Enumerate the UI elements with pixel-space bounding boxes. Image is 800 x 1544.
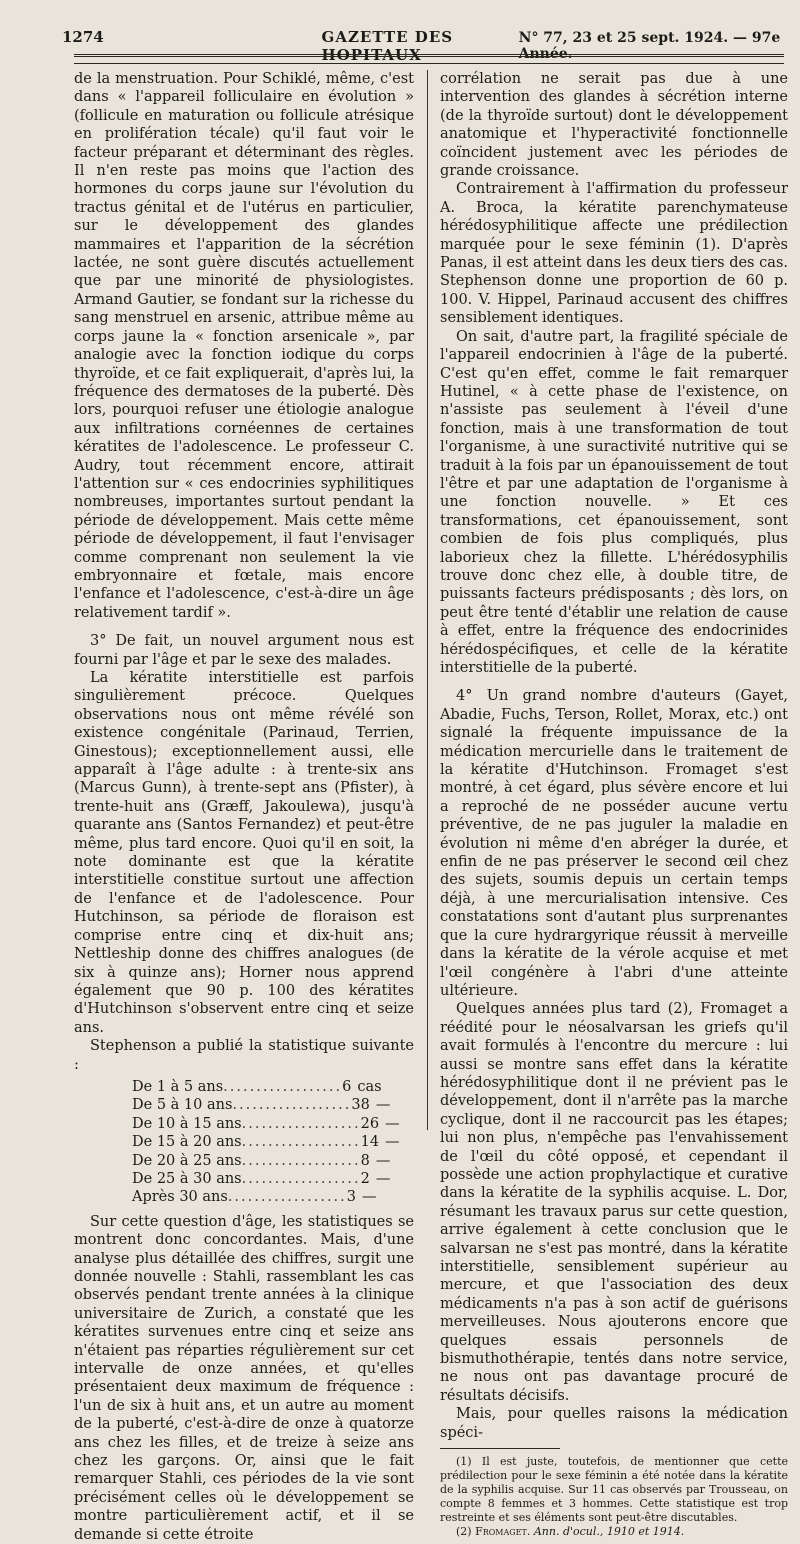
stat-row: De 5 à 10 ans .................. 38 — (132, 1097, 391, 1114)
issue-info: N° 77, 23 et 25 sept. 1924. — 97e Année. (518, 30, 781, 62)
stat-row: De 10 à 15 ans .................. 26 — (132, 1115, 400, 1132)
paragraph: Quelques années plus tard (2), Fromaget a réédité pour le néosalvarsan les griefs qu'il avait formulés à l'encontre du mercure : lui aussi se montre sans effet dans la kératite hérédosyphilitique dont il ne prévient pas le développement, dont il n'arrête pas la marche cyclique, dont il ne raccourcit pas les étapes; lui non plus, n'empêche pas l'envahissement de l'œil du côté opposé, et cependant il possède une action prophylactique et curative dans la kératite de la syphilis acquise. L. Dor, résumant les travaux parus sur cette question, arrive également à cette conclusion que le salvarsan ne s'est pas montré, dans la kératite interstitielle, sensiblement supérieur au mercure, et que l'association des deux médicaments n'a pas à son actif de guérisons merveilleuses. Nous ajouterons encore que quelques essais personnels de bismuthothérapie, tentés dans notre service, ne nous ont pas davantage procuré de résultats décisifs. (440, 1001, 788, 1404)
paragraph: Mais, pour quelles raisons la médication spéci- (440, 1406, 788, 1441)
stat-row: De 20 à 25 ans .................. 8 — (132, 1152, 391, 1169)
stat-value: 38 (351, 1097, 370, 1114)
paragraph: Contrairement à l'affirmation du professeur A. Broca, la kératite parenchymateuse hérédosyphilitique affecte une prédilection marquée pour le sexe féminin (1). D'après Panas, il est atteint dans les deux tiers des cas. Stephenson donne une proportion de 60 p. 100. V. Hippel, Parinaud accusent des chiffres sensiblement identiques. (440, 181, 788, 327)
stat-label: De 15 à 20 ans (132, 1134, 242, 1151)
footnote-rule (440, 1448, 560, 1449)
left-column (74, 70, 414, 1544)
footnote (440, 1525, 788, 1539)
stat-unit: — (375, 1170, 391, 1187)
stat-value: 26 (360, 1115, 380, 1132)
stat-label: Après 30 ans (132, 1189, 228, 1206)
page-number: 1274 (62, 28, 104, 46)
footnote-author: Fromaget. (475, 1525, 531, 1539)
stat-label: De 10 à 15 ans (132, 1115, 242, 1132)
stat-value: 6 (342, 1078, 352, 1095)
header-rule (74, 54, 784, 57)
paragraph: La kératite interstitielle est parfois singulièrement précoce. Quelques observations nous ont même révélé son existence congénitale (Parinaud, Terrien, Ginestous); exceptionnellement aussi, elle apparaît à l'âge adulte : à trente-six ans (Marcus Gunn), à trente-sept ans (Pfister), à trente-huit ans (Græff, Jakoulewa), jusqu'à quarante ans (Santos Fernandez) et peut-être même, plus tard encore. Quoi qu'il en soit, la note dominante est que la kératite interstitielle constitue surtout une affection de l'enfance et de l'adolescence. Pour Hutchinson, sa période de floraison est comprise entre cinq et dix-huit ans; Nettleship donne des chiffres analogues (de six à quinze ans); Horner nous apprend également que 90 p. 100 des kératites d'Hutchinson s'observent entre cinq et seize ans. (74, 670, 414, 1036)
stat-unit: — (362, 1189, 377, 1206)
stat-label: De 5 à 10 ans (132, 1097, 233, 1114)
stat-unit: — (385, 1115, 400, 1132)
stat-value: 8 (360, 1152, 370, 1169)
stat-label: De 25 à 30 ans (132, 1170, 242, 1187)
stat-value: 14 (360, 1134, 380, 1151)
stat-value: 2 (360, 1170, 370, 1187)
stat-row: De 15 à 20 ans .................. 14 — (132, 1134, 400, 1151)
stat-unit: cas (357, 1078, 382, 1095)
stat-row: De 25 à 30 ans .................. 2 — (132, 1170, 391, 1187)
stat-row: Après 30 ans .................. 3 — (132, 1189, 377, 1206)
page-header (62, 28, 784, 64)
paragraph: 4° Un grand nombre d'auteurs (Gayet, Abadie, Fuchs, Terson, Rollet, Morax, etc.) ont signalé la fréquente impuissance de la médication mercurielle dans le traitement de la kératite d'Hutchinson. Fromaget s'est montré, à cet égard, plus sévère encore et lui a reproché de ne posséder aucune vertu préventive, de ne pas juguler la maladie en évolution ni même d'en abréger la durée, et enfin de ne pas préserver le second œil chez des sujets, soumis depuis un certain temps déjà, à une mercurialisation intensive. Ces constatations sont d'autant plus surprenantes que la cure hydrargyrique réussit à merveille dans la kératite de la vérole acquise et met l'œil congénère à l'abri d'une atteinte ultérieure. (440, 688, 788, 999)
stat-label: De 1 à 5 ans (132, 1078, 224, 1095)
journal-title: GAZETTE DES HOPITAUX (321, 28, 454, 64)
column-separator (427, 70, 428, 1130)
paragraph: de la menstruation. Pour Schiklé, même, c'est dans « l'appareil folliculaire en évolution » (follicule en maturation ou follicule atrésique en prolifération técale) qu'il faut voir le facteur préparant et déterminant des règles. Il n'en reste pas moins que l'action des hormones du corps jaune sur l'évolution du tractus génital et de l'utérus en particulier, sur le développement des glandes mammaires et l'apparition de la sécrétion lactée, ne sont guère discutés actuellement que par une minorité de physiologistes. Armand Gautier, se fondant sur la richesse du sang menstruel en arsenic, attribue même au corps jaune la « fonction arsenicale », par analogie avec la fonction iodique du corps thyroïde, et ce fait expliquerait, d'après lui, la fréquence des dermatoses de la puberté. Dès lors, pourquoi refuser une étiologie analogue aux infiltrations cornéennes de certaines kératites de l'adolescence. Le professeur C. Audry, tout récemment encore, attirait l'attention sur « ces endocrinies syphilitiques nombreuses, importantes surtout pendant la période de développement. Mais cette même période de développement, il faut l'envisager comme comprenant non seulement la vie embryonnaire et fœtale, mais encore l'enfance et l'adolescence, c'est-à-dire un âge relativement tardif ». (74, 71, 414, 621)
stat-unit: — (375, 1097, 391, 1114)
paragraph: 3° De fait, un nouvel argument nous est fourni par l'âge et par le sexe des malades. (74, 633, 414, 668)
footnotes (440, 1455, 788, 1539)
paragraph: Stephenson a publié la statistique suivante : (74, 1038, 414, 1073)
stat-label: De 20 à 25 ans (132, 1152, 242, 1169)
stat-unit: — (375, 1152, 391, 1169)
paragraph: On sait, d'autre part, la fragilité spéciale de l'appareil endocrinien à l'âge de la puberté. C'est qu'en effet, comme le fait remarquer Hutinel, « à cette phase de l'existence, on n'assiste pas seulement à l'éveil d'une fonction, mais à une transformation de tout l'organisme, à une suractivité nutritive qui se traduit à la fois par un épanouissement de tout l'être et par une adaptation de l'organisme à une fonction nouvelle. » Et ces transformations, cet épanouissement, sont combien de fois plus compliqués, plus laborieux chez la fillette. L'hérédosyphilis trouve donc chez elle, à double titre, de puissants facteurs prédisposants ; dès lors, on peut être tenté d'établir une relation de cause à effet, entre la fréquence des endocrinides hérédospécifiques, et celle de la kératite interstitielle de la puberté. (440, 328, 788, 676)
footnote-reference: Ann. d'ocul., 1910 et 1914. (533, 1525, 685, 1539)
header-rule-thin (74, 63, 784, 64)
stat-unit: — (385, 1134, 400, 1151)
footnote-number: (2) (456, 1525, 472, 1539)
age-statistics-table (132, 1078, 400, 1207)
footnote: (1) Il est juste, toutefois, de mentionner que cette prédilection pour le sexe féminin a été notée dans la kératite de la syphilis acquise. Sur 11 cas observés par Trousseau, on compte 8 femmes et 3 hommes. Cette statistique est trop restreinte et ses éléments sont peut-être discutables. (440, 1455, 788, 1525)
stat-row: De 1 à 5 ans .................. 6 cas (132, 1078, 382, 1095)
stat-value: 3 (346, 1189, 357, 1206)
paragraph: corrélation ne serait pas due à une intervention des glandes à sécrétion interne (de la thyroïde surtout) dont le développement anatomique et l'hyperactivité fonctionnelle coïncident justement avec les périodes de grande croissance. (440, 71, 788, 180)
right-column (440, 70, 788, 1539)
paragraph: Sur cette question d'âge, les statistiques se montrent donc concordantes. Mais, d'une analyse plus détaillée des chiffres, surgit une donnée nouvelle : Stahli, rassemblant les cas observés pendant trente années à la clinique universitaire de Zurich, a constaté que les kératites survenues entre cinq et seize ans n'étaient pas réparties régulièrement sur cet intervalle de onze années, et qu'elles présentaient deux maximum de fréquence : l'un de six à huit ans, et un autre au moment de la puberté, c'est-à-dire de onze à quatorze ans chez les filles, et de treize à seize ans chez les garçons. Or, ainsi que le fait remarquer Stahli, ces périodes de la vie sont précisément celles où le développement se montre particulièrement actif, et il se demande si cette étroite (74, 1213, 414, 1543)
